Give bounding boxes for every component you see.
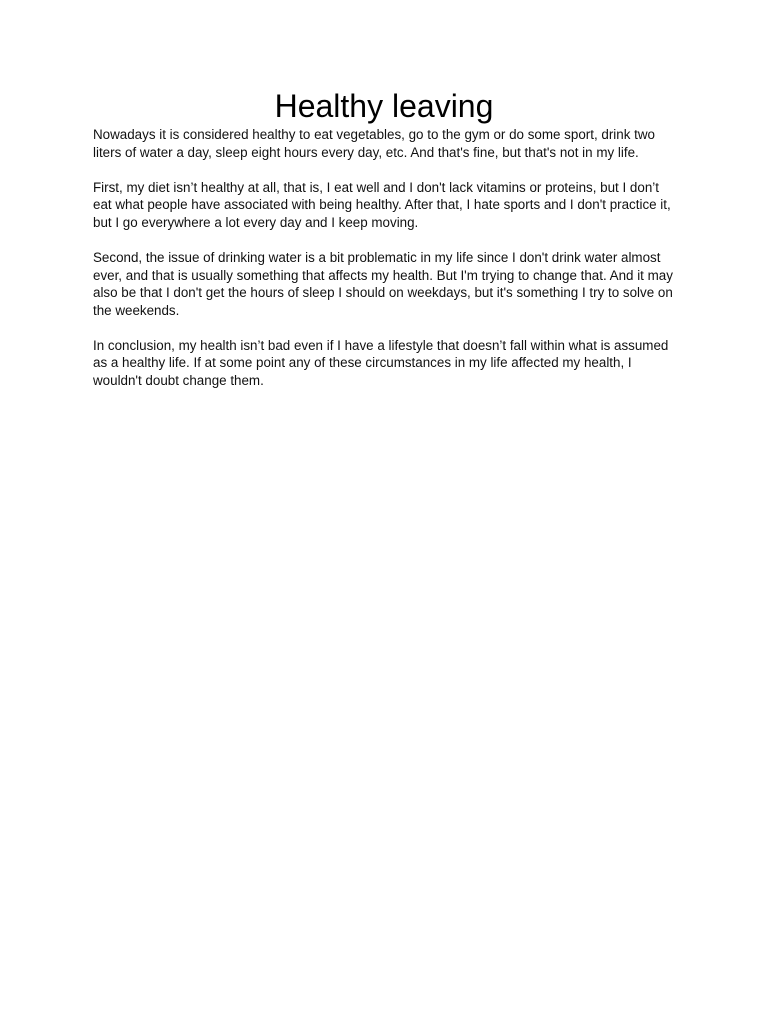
paragraph-second: Second, the issue of drinking water is a bit problematic in my life since I don't drink water almost ever, and that is usually something that affects my health. But I'm trying to change that. And it may also be that I don't get the hours of sleep I should on weekdays, but it's something I try to solve on the weekends. [93,249,673,318]
paragraph-conclusion: In conclusion, my health isn’t bad even if I have a lifestyle that doesn’t fall within what is assumed as a healthy life. If at some point any of these circumstances in my life affected my health, I wouldn't doubt change them. [93,337,669,389]
document-body [93,126,681,407]
paragraph-first: First, my diet isn’t healthy at all, that is, I eat well and I don't lack vitamins or proteins, but I don’t eat what people have associated with being healthy. After that, I hate sports and I don't practice it, but I go everywhere a lot every day and I keep moving. [93,179,671,230]
page-title: Healthy leaving [274,88,494,124]
paragraph-intro: Nowadays it is considered healthy to eat vegetables, go to the gym or do some sport, drink two liters of water a day, sleep eight hours every day, etc. And that's fine, but that's not in my life. [93,127,655,160]
